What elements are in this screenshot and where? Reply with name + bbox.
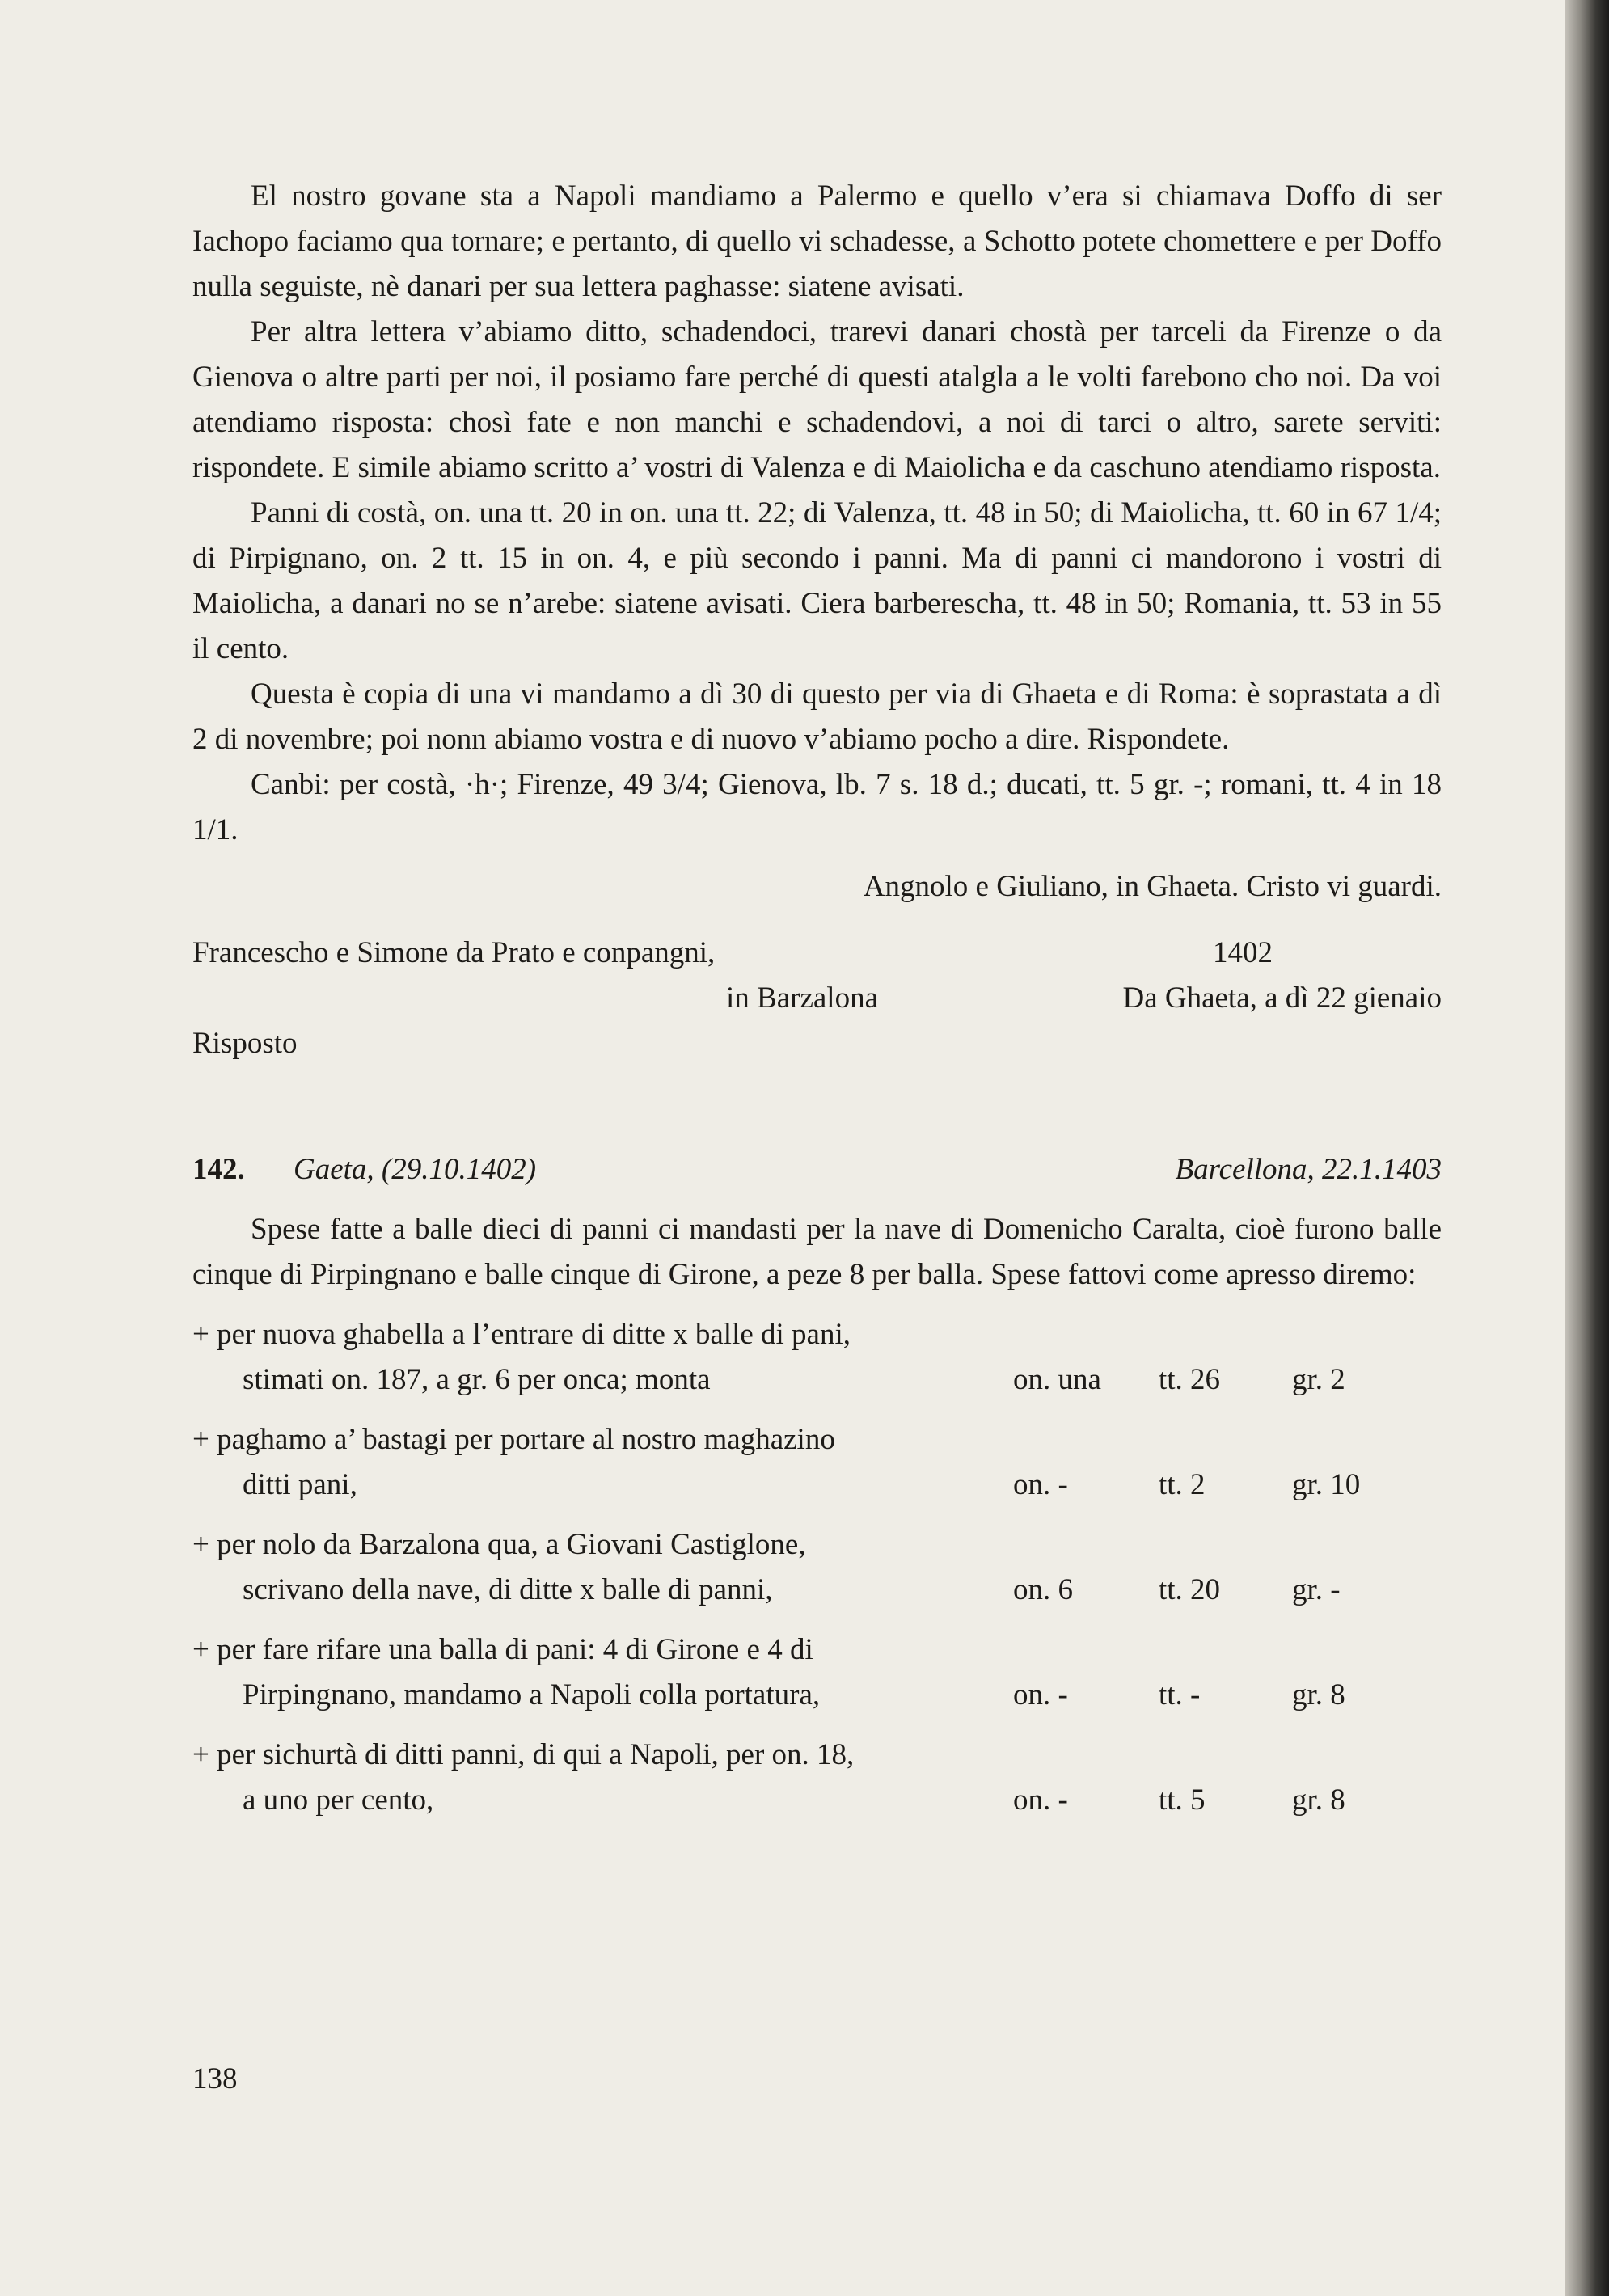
- entry-line-1: + per nolo da Barzalona qua, a Giovani Castiglone,: [192, 1528, 806, 1561]
- amount-grani: gr. 10: [1292, 1468, 1361, 1501]
- address-block: [192, 931, 1442, 1066]
- amount-tari: tt. -: [1159, 1678, 1201, 1711]
- expenses-intro: Spese fatte a balle dieci di panni ci mandasti per la nave di Domenicho Caralta, cioè furono balle cinque di Pirpingnano e balle cinque di Girone, a peze 8 per balla. Spese fattovi come apresso diremo:: [192, 1213, 1442, 1291]
- amount-grani: gr. 8: [1292, 1678, 1345, 1711]
- letter-number: 142.: [192, 1153, 245, 1186]
- address-note: Risposto: [192, 1027, 298, 1060]
- letter-origin: Gaeta, (29.10.1402): [294, 1153, 537, 1186]
- entry-line-1: + per sichurtà di ditti panni, di qui a Napoli, per on. 18,: [192, 1738, 855, 1771]
- entry-line-1: + per nuova ghabella a l’entrare di ditte x balle di pani,: [192, 1318, 851, 1351]
- entry-description: scrivano della nave, di ditte x balle di panni,: [243, 1573, 773, 1606]
- address-year: 1402: [1213, 936, 1273, 969]
- letter-destination: Barcellona, 22.1.1403: [1175, 1153, 1442, 1186]
- amount-once: on. -: [1013, 1678, 1068, 1711]
- expense-entry: [192, 1312, 1442, 1403]
- paragraph: El nostro govane sta a Napoli mandiamo a Palermo e quello v’era si chiamava Doffo di ser Iachopo faciamo qua tornare; e pertanto, di quello vi schadesse, a Schotto potete chomettere e per Doffo nulla seguiste, nè danari per sua lettera paghasse: siatene avisati.: [192, 179, 1442, 303]
- entry-line-2: [192, 1357, 1442, 1403]
- book-spine-shadow: [1565, 0, 1609, 2296]
- entry-line-2: [192, 1778, 1442, 1823]
- entry-line-1: + paghamo a’ bastagi per portare al nostro maghazino: [192, 1423, 835, 1456]
- entry-line-1: + per fare rifare una balla di pani: 4 di Girone e 4 di: [192, 1633, 813, 1666]
- amount-grani: gr. 2: [1292, 1363, 1345, 1396]
- signature: Angnolo e Giuliano, in Ghaeta. Cristo vi guardi.: [863, 870, 1442, 903]
- paragraph: Panni di costà, on. una tt. 20 in on. una tt. 22; di Valenza, tt. 48 in 50; di Maiolicha, tt. 60 in 67 1/4; di Pirpignano, on. 2 tt. 15 in on. 4, e più secondo i panni. Ma di panni ci mandorono i vostri di Maiolicha, a danari no se n’arebe: siatene avisati. Ciera barberescha, tt. 48 in 50; Romania, tt. 53 in 55 il cento.: [192, 496, 1442, 665]
- entry-line-2: [192, 1568, 1442, 1613]
- address-place: in Barzalona: [726, 981, 878, 1015]
- main-text-block: [192, 174, 1442, 1823]
- address-dated: Da Ghaeta, a dì 22 gienaio: [1122, 981, 1442, 1015]
- amount-once: on. -: [1013, 1468, 1068, 1501]
- paragraph: Questa è copia di una vi mandamo a dì 30 di questo per via di Ghaeta e di Roma: è soprastata a dì 2 di novembre; poi nonn abiamo vostra e di nuovo v’abiamo pocho a dire. Rispondete.: [192, 677, 1442, 756]
- amount-once: on. -: [1013, 1783, 1068, 1817]
- amount-tari: tt. 5: [1159, 1783, 1206, 1817]
- address-recipient: Francescho e Simone da Prato e conpangni,: [192, 936, 716, 969]
- letter-header: [192, 1147, 1442, 1192]
- amount-grani: gr. -: [1292, 1573, 1341, 1606]
- entry-description: Pirpingnano, mandamo a Napoli colla portatura,: [243, 1678, 821, 1711]
- amount-grani: gr. 8: [1292, 1783, 1345, 1817]
- entry-line-2: [192, 1673, 1442, 1718]
- entry-line-2: [192, 1462, 1442, 1508]
- expense-entry: [192, 1627, 1442, 1718]
- amount-once: on. 6: [1013, 1573, 1073, 1606]
- amount-once: on. una: [1013, 1363, 1101, 1396]
- entry-description: stimati on. 187, a gr. 6 per onca; monta: [243, 1363, 711, 1396]
- amount-tari: tt. 26: [1159, 1363, 1221, 1396]
- amount-tari: tt. 2: [1159, 1468, 1206, 1501]
- expense-entry: [192, 1733, 1442, 1823]
- expense-entry: [192, 1417, 1442, 1508]
- paragraph: Canbi: per costà, ·h·; Firenze, 49 3/4; Gienova, lb. 7 s. 18 d.; ducati, tt. 5 gr. -; romani, tt. 4 in 18 1/1.: [192, 768, 1442, 846]
- entry-description: ditti pani,: [243, 1468, 357, 1501]
- amount-tari: tt. 20: [1159, 1573, 1221, 1606]
- page-number: 138: [192, 2062, 238, 2096]
- entry-description: a uno per cento,: [243, 1783, 434, 1817]
- paragraph: Per altra lettera v’abiamo ditto, schadendoci, trarevi danari chostà per tarceli da Firenze o da Gienova o altre parti per noi, il posiamo fare perché di questi atalgla a le volti farebono cho noi. Da voi atendiamo risposta: chosì fate e non manchi e schadendovi, a noi di tarci o altro, sarete serviti: rispondete. E simile abiamo scritto a’ vostri di Valenza e di Maiolicha e da caschuno atendiamo risposta.: [192, 315, 1442, 484]
- expense-entry: [192, 1522, 1442, 1613]
